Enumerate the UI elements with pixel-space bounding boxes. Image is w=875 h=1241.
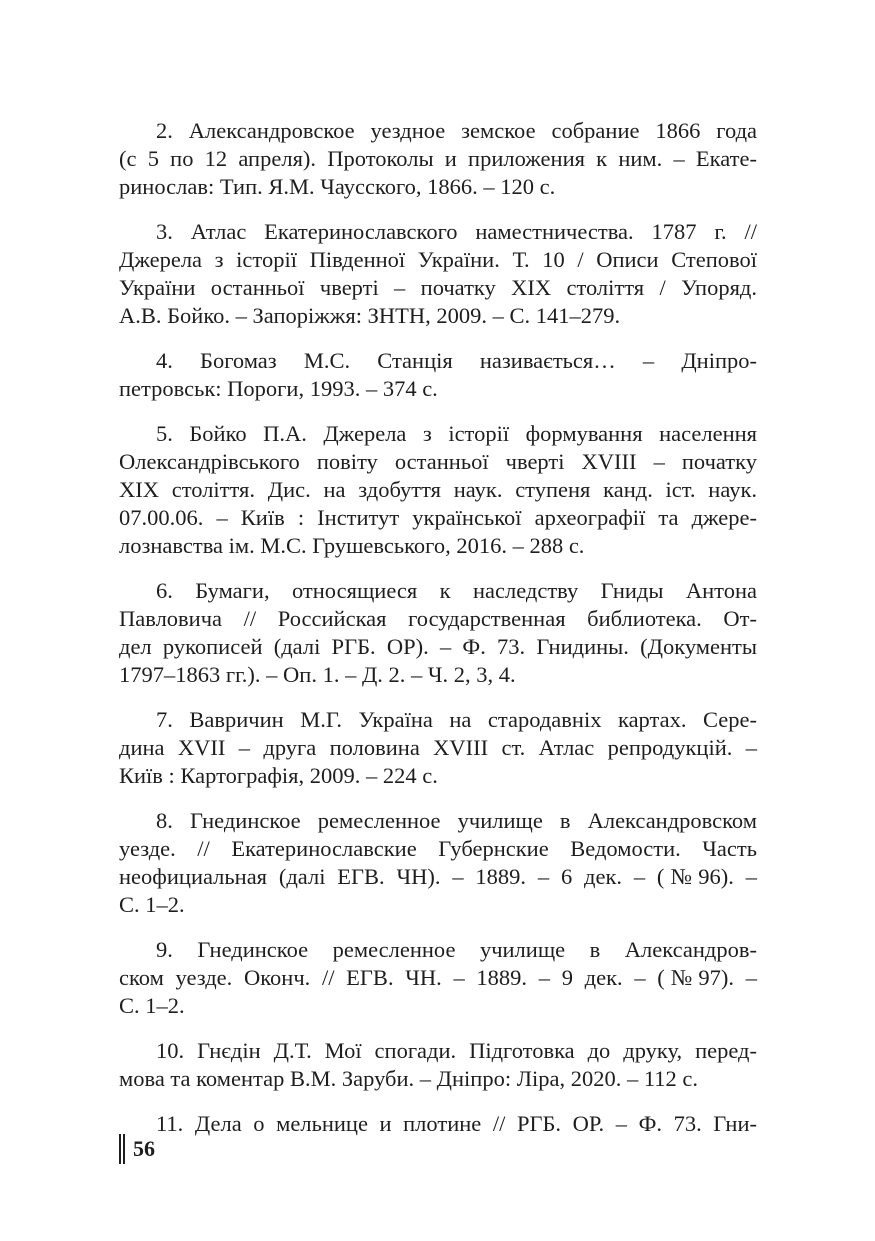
reference-line: неофициальная (далі ЕГВ. ЧН). – 1889. – 6 дек. – (№96). – <box>119 864 757 889</box>
reference-line: 7. Вавричин М.Г. Україна на стародавніх картах. Сере- <box>156 707 757 732</box>
reference-list <box>119 117 757 1155</box>
folio-rule-icon <box>119 1134 121 1164</box>
reference-line: С. 1–2. <box>119 993 185 1018</box>
reference-line: 5. Бойко П.А. Джерела з історії формування населення <box>156 421 757 446</box>
reference-line: 9. Гнединское ремесленное училище в Александров- <box>156 937 757 962</box>
reference-line: ском уезде. Оконч. // ЕГВ. ЧН. – 1889. – 9 дек. – (№97). – <box>119 965 757 990</box>
reference-line: 6. Бумаги, относящиеся к наследству Гниды Антона <box>156 578 757 603</box>
reference-entry <box>119 347 757 403</box>
page-number: 56 <box>133 1136 155 1161</box>
reference-line: Київ : Картографія, 2009. – 224 с. <box>119 763 438 788</box>
reference-entry <box>119 936 757 1020</box>
reference-line: 11. Дела о мельнице и плотине // РГБ. ОР. – Ф. 73. Гни- <box>156 1111 757 1136</box>
reference-line: ринослав: Тип. Я.М. Чаусского, 1866. – 120 с. <box>119 174 556 199</box>
reference-line: України останньої чверті – початку ХІХ століття / Упоряд. <box>119 275 757 300</box>
reference-line: 1797–1863 гг.). – Оп. 1. – Д. 2. – Ч. 2, 3, 4. <box>119 662 516 687</box>
reference-line: 10. Гнєдін Д.Т. Мої спогади. Підготовка до друку, перед- <box>156 1038 757 1063</box>
reference-line: (с 5 по 12 апреля). Протоколы и приложения к ним. – Екате- <box>119 146 757 171</box>
reference-line: петровськ: Пороги, 1993. – 374 с. <box>119 376 438 401</box>
reference-line: 8. Гнединское ремесленное училище в Александровском <box>156 808 757 833</box>
reference-line: А.В. Бойко. – Запоріжжя: ЗНТН, 2009. – С. 141–279. <box>119 303 621 328</box>
reference-line: уезде. // Екатеринославские Губернские Ведомости. Часть <box>119 836 757 861</box>
reference-line: дина XVII – друга половина XVIII ст. Атлас репродукцій. – <box>119 735 757 760</box>
reference-line: мова та коментар В.М. Заруби. – Дніпро: Ліра, 2020. – 112 с. <box>119 1066 698 1091</box>
folio-rule-icon <box>123 1134 125 1164</box>
reference-entry <box>119 807 757 919</box>
reference-entry <box>119 577 757 689</box>
reference-line: Павловича // Российская государственная библиотека. От- <box>119 606 757 631</box>
reference-entry <box>119 218 757 330</box>
reference-line: лознавства ім. М.С. Грушевського, 2016. – 288 с. <box>119 533 585 558</box>
reference-entry <box>119 1110 757 1138</box>
reference-line: Джерела з історії Південної України. Т. 10 / Описи Степової <box>119 247 757 272</box>
reference-entry <box>119 117 757 201</box>
reference-line: 2. Александровское уездное земское собрание 1866 года <box>156 118 757 143</box>
reference-line: 3. Атлас Екатеринославского наместничества. 1787 г. // <box>156 219 757 244</box>
reference-entry <box>119 706 757 790</box>
reference-line: XIX століття. Дис. на здобуття наук. ступеня канд. іст. наук. <box>119 477 757 502</box>
reference-line: Олександрівського повіту останньої чверті XVIII – початку <box>119 449 757 474</box>
reference-entry <box>119 420 757 560</box>
reference-line: 07.00.06. – Київ : Інститут української археографії та джере- <box>119 505 757 530</box>
reference-line: 4. Богомаз М.С. Станція називається… – Дніпро- <box>156 348 757 373</box>
reference-line: дел рукописей (далі РГБ. ОР). – Ф. 73. Гнидины. (Документы <box>119 634 757 659</box>
reference-line: С. 1–2. <box>119 892 185 917</box>
page-footer <box>119 1134 155 1164</box>
reference-entry <box>119 1037 757 1093</box>
